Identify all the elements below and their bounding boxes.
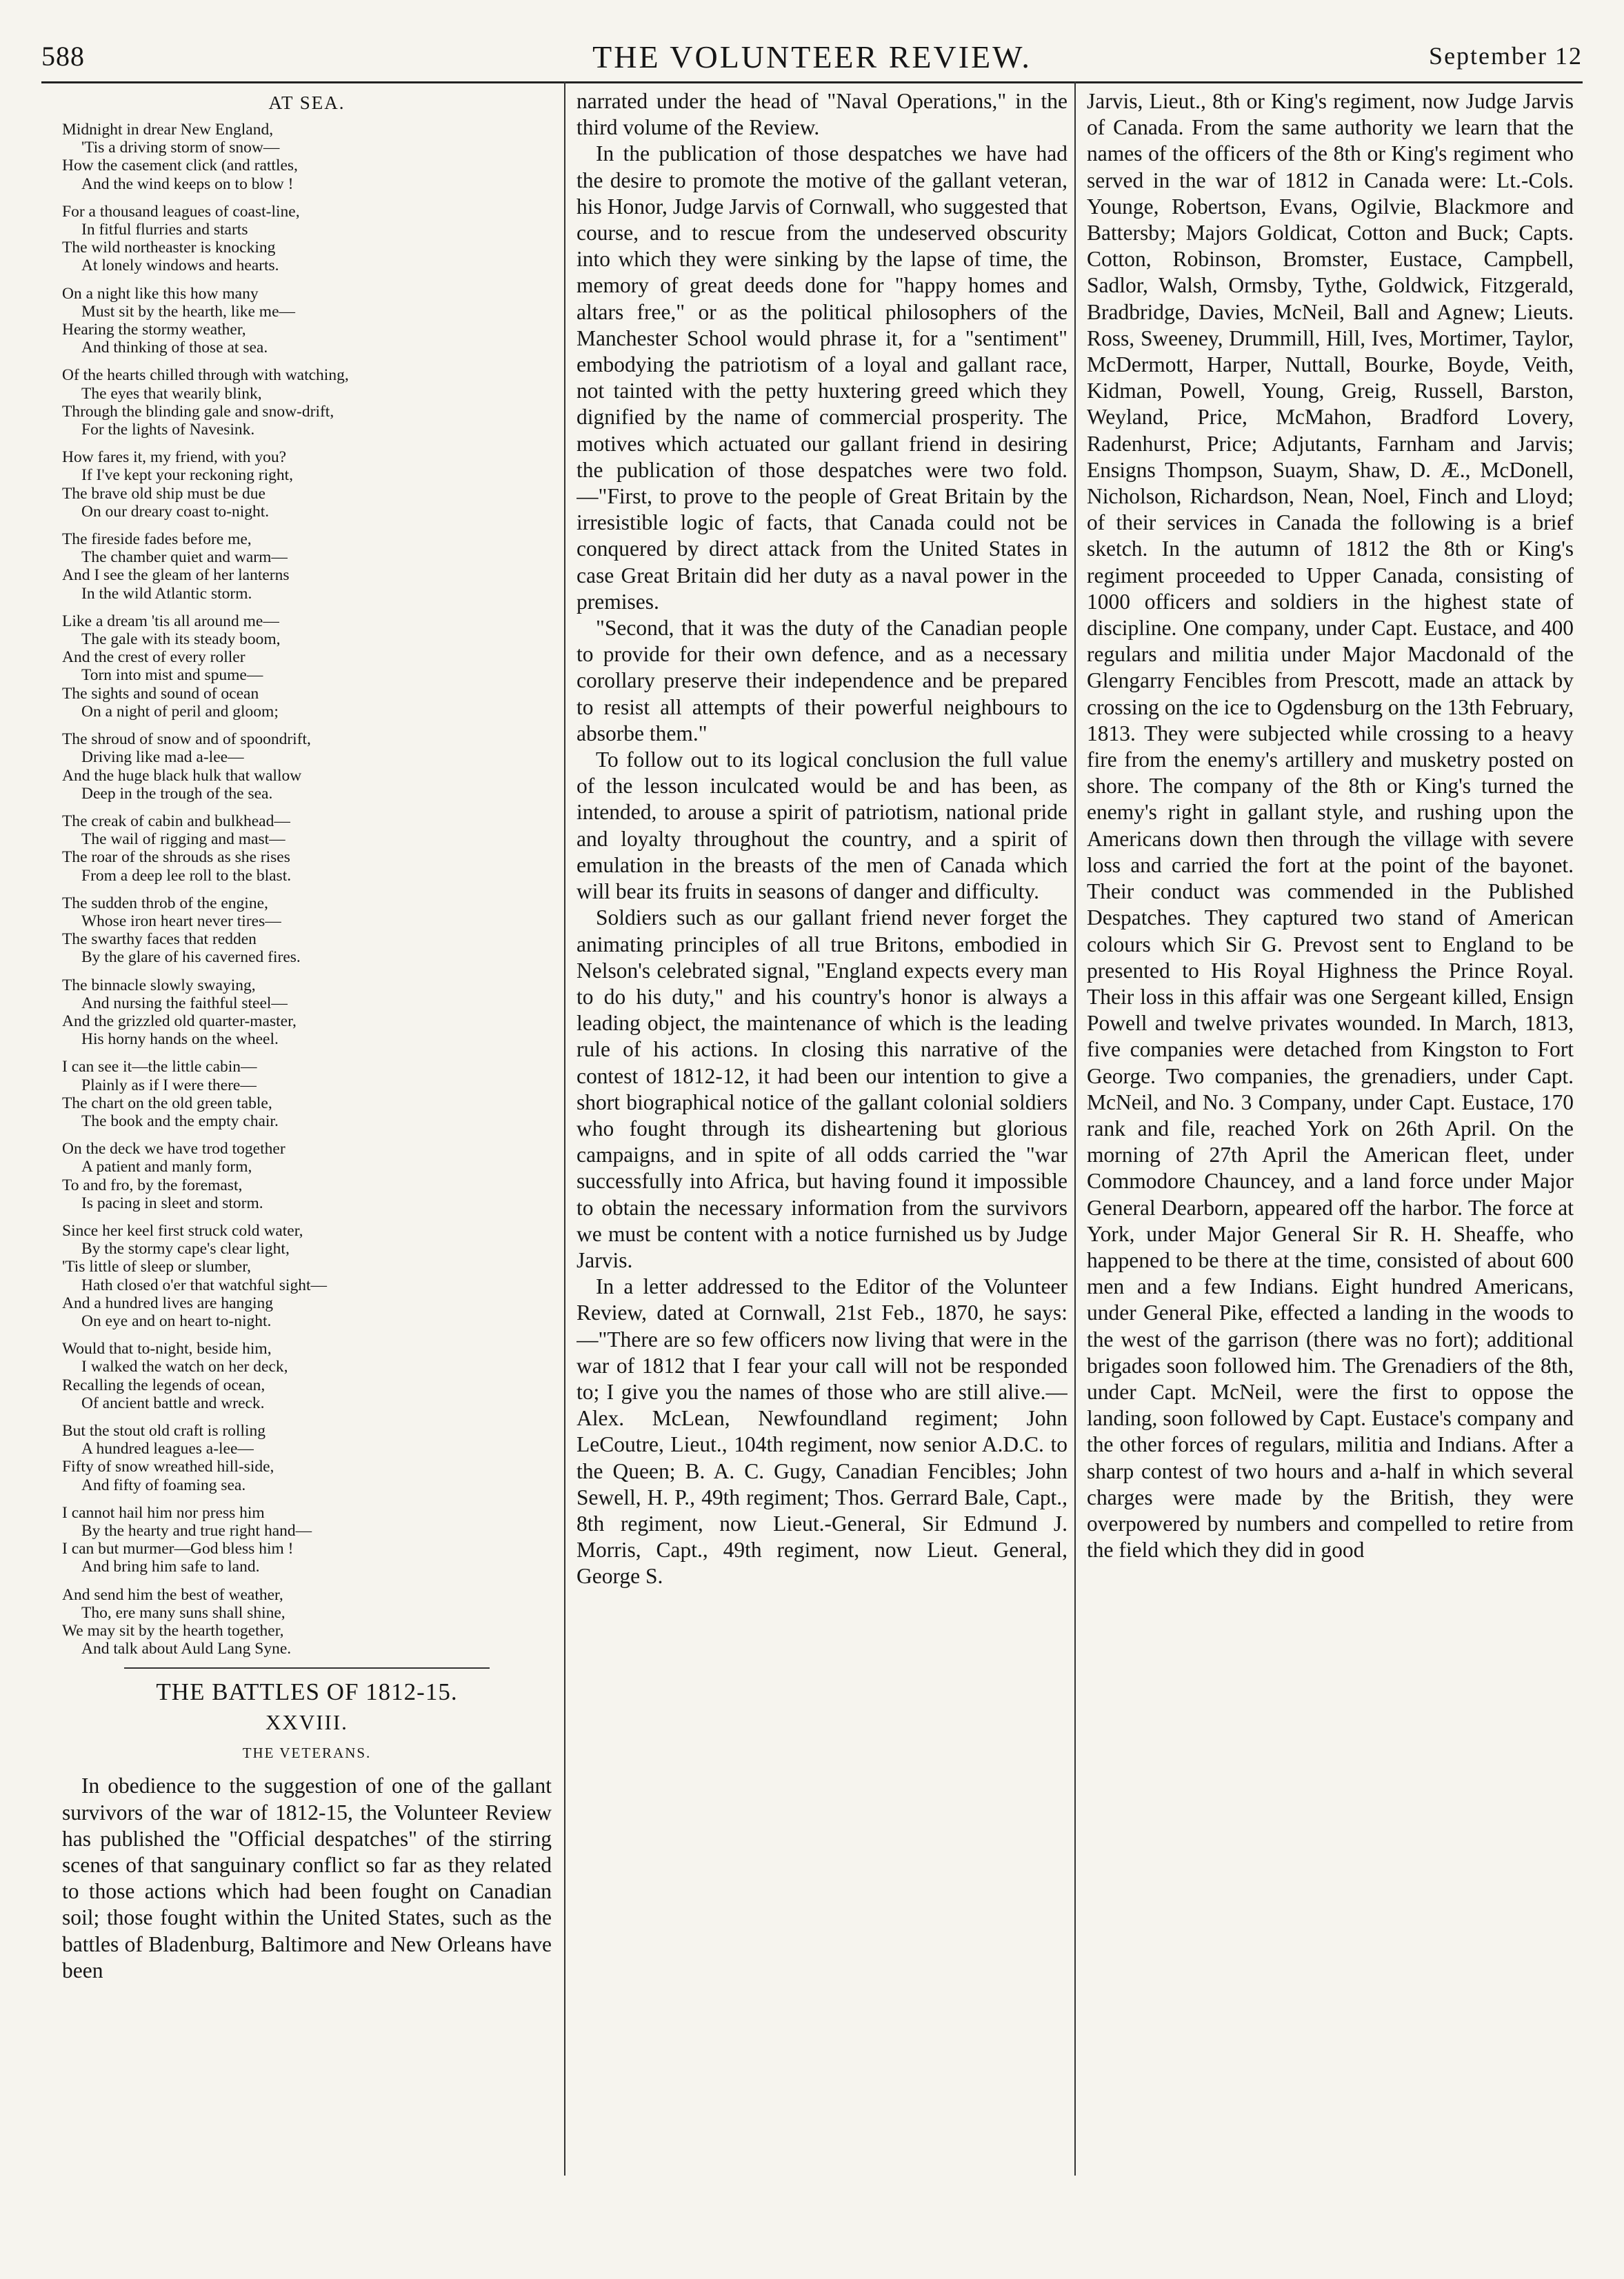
poem-line: 'Tis a driving storm of snow— xyxy=(81,139,280,157)
poem-line: The wild northeaster is knocking xyxy=(62,239,276,257)
poem-stanza xyxy=(62,730,552,803)
poem-line: I cannot hail him nor press him xyxy=(62,1503,265,1522)
poem-line: A patient and manly form, xyxy=(81,1158,252,1176)
article-paragraph: In obedience to the suggestion of one of the gallant survivors of the war of 1812-15, the Volunteer Review has published the "Official despatches" of the stirring scenes of that sanguinary conflict so far as they related to those actions which had been fought on Canadian soil; those fought within the United States, such as the battles of Bladenburg, Baltimore and New Orleans have been xyxy=(62,1774,552,1982)
poem-line: A hundred leagues a-lee— xyxy=(81,1440,254,1458)
poem-line: The book and the empty chair. xyxy=(81,1112,279,1130)
poem-stanza xyxy=(62,1586,552,1658)
poem-line: I walked the watch on her deck, xyxy=(81,1358,288,1376)
poem-body xyxy=(62,121,552,1658)
poem-line: Hath closed o'er that watchful sight— xyxy=(81,1276,327,1294)
poem-line: I can see it—the little cabin— xyxy=(62,1058,257,1076)
page-number: 588 xyxy=(41,41,85,72)
poem-line: Like a dream 'tis all around me— xyxy=(62,612,279,630)
poem-stanza xyxy=(62,1140,552,1212)
poem-line: For the lights of Navesink. xyxy=(81,421,255,439)
poem-stanza xyxy=(62,976,552,1049)
poem-line: And bring him safe to land. xyxy=(81,1558,260,1576)
poem-line: By the stormy cape's clear light, xyxy=(81,1240,290,1258)
poem-line: For a thousand leagues of coast-line, xyxy=(62,202,300,221)
poem-line: If I've kept your reckoning right, xyxy=(81,466,294,485)
poem-line: Of ancient battle and wreck. xyxy=(81,1394,265,1412)
article-paragraph: narrated under the head of "Naval Operations," in the third volume of the Review. xyxy=(577,89,1067,140)
poem-line: 'Tis little of sleep or slumber, xyxy=(62,1258,251,1276)
poem-line: The sudden throb of the engine, xyxy=(62,894,268,912)
poem-stanza xyxy=(62,366,552,439)
poem-line: Recalling the legends of ocean, xyxy=(62,1376,265,1394)
article-paragraph: Soldiers such as our gallant friend never forget the animating principles of all true Britons, embodied in Nelson's celebrated signal, "England expects every man to do his duty," and his country's honor is always a leading object, the maintenance of which is the leading rule of his actions. In closing this narrative of the contest of 1812-12, it had been our intention to give a short biographical notice of the gallant colonial soldiers who fought through its disheartening but glorious campaigns, and in spite of all odds carried the "war successfully into Africa, but having found it impossible to obtain the necessary information from the survivors we must be content with a notice furnished us by Judge Jarvis. xyxy=(577,905,1067,1272)
poem-line: The brave old ship must be due xyxy=(62,484,265,503)
poem-line: On eye and on heart to-night. xyxy=(81,1312,272,1330)
poem-line: The chart on the old green table, xyxy=(62,1094,272,1112)
poem-stanza xyxy=(62,1422,552,1494)
poem-stanza xyxy=(62,285,552,357)
poem-line: To and fro, by the foremast, xyxy=(62,1176,243,1194)
poem-stanza xyxy=(62,203,552,275)
poem-line: Would that to-night, beside him, xyxy=(62,1340,272,1358)
poem-line: Tho, ere many suns shall shine, xyxy=(81,1603,285,1622)
poem-line: We may sit by the hearth together, xyxy=(62,1622,284,1640)
poem-stanza xyxy=(62,1222,552,1330)
poem-stanza xyxy=(62,1058,552,1130)
poem-line: The shroud of snow and of spoondrift, xyxy=(62,730,311,749)
poem-line: The eyes that wearily blink, xyxy=(81,384,262,403)
article-paragraph: In a letter addressed to the Editor of the Volunteer Review, dated at Cornwall, 21st Feb., 1870, he says:—"There are so few officers now living that were in the war of 1812 that I fear your call will not be responded to; I give you the names of those who are still alive.—Alex. McLean, Newfoundland regiment; John LeCoutre, Lieut., 104th regiment, now senior A.D.C. to the Queen; B. A. C. Gugy, Canadian Fencibles; John Sewell, H. P., 49th regiment; Thos. Gerrard Bale, Capt., 8th regiment, now Lieut.-General, Sir Edmund J. Morris, Capt., 49th regiment, now Lieut. General, George S. xyxy=(577,1274,1067,1589)
section-rule xyxy=(124,1667,490,1669)
poem-line: Plainly as if I were there— xyxy=(81,1076,257,1094)
article-subtitle: THE VETERANS. xyxy=(242,1745,372,1762)
header-rule xyxy=(41,81,1583,83)
poem-line: How the casement click (and rattles, xyxy=(62,157,298,175)
article-paragraph: "Second, that it was the duty of the Canadian people to provide for their own defence, and as a necessary corollary preserve their independence and be prepared to resist all attempts of their powerful neighbours to absorbe them." xyxy=(577,616,1067,745)
poem-line: His horny hands on the wheel. xyxy=(81,1030,279,1049)
poem-line: By the hearty and true right hand— xyxy=(81,1522,312,1540)
poem-line: And the grizzled old quarter-master, xyxy=(62,1012,297,1030)
poem-line: Must sit by the hearth, like me— xyxy=(81,302,296,321)
poem-stanza xyxy=(62,812,552,885)
poem-line: Driving like mad a-lee— xyxy=(81,748,244,767)
column-2 xyxy=(577,88,1067,2176)
poem-stanza xyxy=(62,121,552,193)
article-title: THE BATTLES OF 1812-15. xyxy=(156,1678,458,1706)
poem-line: And nursing the faithful steel— xyxy=(81,994,288,1012)
column-1 xyxy=(62,88,552,2176)
poem-line: Through the blinding gale and snow-drift, xyxy=(62,402,334,421)
poem-line: Since her keel first struck cold water, xyxy=(62,1221,303,1240)
poem-line: The roar of the shrouds as she rises xyxy=(62,848,290,867)
article-paragraph: To follow out to its logical conclusion the full value of the lesson inculcated would be and has been, as intended, to arouse a spirit of patriotism, national pride and loyalty throughout the country, and a spirit of emulation in the breasts of the men of Canada which will bear its fruits in seasons of danger and difficulty. xyxy=(577,747,1067,904)
poem-line: In fitful flurries and starts xyxy=(81,221,248,239)
masthead-title: THE VOLUNTEER REVIEW. xyxy=(592,39,1032,74)
poem-line: How fares it, my friend, with you? xyxy=(62,448,287,467)
poem-line: And the crest of every roller xyxy=(62,648,245,667)
poem-line: The swarthy faces that redden xyxy=(62,930,257,949)
poem-line: The chamber quiet and warm— xyxy=(81,548,288,567)
issue-date: September 12 xyxy=(1429,42,1583,70)
poem-line: And talk about Auld Lang Syne. xyxy=(81,1640,292,1658)
poem-line: And the wind keeps on to blow ! xyxy=(81,174,294,193)
poem-line: The creak of cabin and bulkhead— xyxy=(62,812,290,830)
poem-line: I can but murmer—God bless him ! xyxy=(62,1540,294,1558)
poem-stanza xyxy=(62,1340,552,1412)
page-header xyxy=(41,40,1583,81)
poem-line: On our dreary coast to-night. xyxy=(81,502,270,521)
poem-line: On a night of peril and gloom; xyxy=(81,702,279,721)
poem-line: On the deck we have trod together xyxy=(62,1140,285,1158)
poem-stanza xyxy=(62,530,552,603)
poem-line: And send him the best of weather, xyxy=(62,1585,283,1604)
column-3 xyxy=(1087,88,1574,2176)
poem-stanza xyxy=(62,1504,552,1576)
poem-line: And I see the gleam of her lanterns xyxy=(62,566,290,585)
poem-line: The binnacle slowly swaying, xyxy=(62,976,256,994)
poem-line: The fireside fades before me, xyxy=(62,530,252,549)
poem-line: Whose iron heart never tires— xyxy=(81,912,281,930)
poem-line: And a hundred lives are hanging xyxy=(62,1294,274,1312)
poem-line: Hearing the stormy weather, xyxy=(62,321,246,339)
poem-stanza xyxy=(62,612,552,721)
poem-line: By the glare of his caverned fires. xyxy=(81,948,301,967)
poem-stanza xyxy=(62,448,552,521)
poem-line: Is pacing in sleet and storm. xyxy=(81,1194,263,1212)
article-paragraph: Jarvis, Lieut., 8th or King's regiment, now Judge Jarvis of Canada. From the same authority we learn that the names of the officers of the 8th or King's regiment who served in the war of 1812 in Canada were: Lt.-Cols. Younge, Robertson, Evans, Ogilvie, Blackmore and Battersby; Majors Goldicat, Cotton and Buck; Capts. Cotton, Robinson, Bromster, Eustace, Campbell, Sadlor, Walsh, Ormsby, Tythe, Goldwick, Fitzgerald, Bradbridge, Davies, McNeil, Ball and Agnew; Lieuts. Ross, Sweeney, Drummill, Hill, Ives, Mortimer, Taylor, McDermott, Harper, Nuttall, Bourke, Boyde, Veith, Kidman, Powell, Young, Greig, Russell, Barston, Weyland, Price, McMahon, Bradford Lovery, Radenhurst, Price; Adjutants, Farnham and Jarvis; Ensigns Thompson, Suaym, Shaw, D. Æ., McDonell, Nicholson, Richardson, Nean, Noel, Finch and Lloyd; of their services in Canada the following is a brief sketch. In the autumn of 1812 the 8th or King's regiment proceeded to Upper Canada, consisting of 1000 officers and soldiers in the highest state of discipline. One company, under Capt. Eustace, and 400 regulars and militia under Major Macdonald of the Glengarry Fencibles from Prescott, made an attack by crossing on the ice to Ogdensburg on the 13th February, 1813. They were subjected while crossing to a heavy fire from the enemy's artillery and musketry posted on shore. The company of the 8th or King's turned the enemy's right in gallant style, and rushing upon the Americans down then through the village with severe loss and carried the fort at the point of the bayonet. Their conduct was commended in the Published Despatches. They captured two stand of American colours which Sir G. Prevost sent to England to be presented to His Royal Highness the Prince Royal. Their loss in this affair was one Sergeant killed, Ensign Powell and twelve privates wounded. In March, 1813, five companies were detached from Kingston to Fort George. Two companies, the grenadiers, under Capt. McNeil, and No. 3 Company, under Capt. Eustace, 170 rank and file, reached York on 26th April. On the morning of 27th April the American fleet, under Commodore Chauncey, and a land force under Major General Dearborn, appeared off the harbor. The force at York, under Major General Sir R. H. Sheaffe, who happened to be there at the time, consisted of about 600 men and a few Indians. Eight hundred Americans, under General Pike, effected a landing in the woods to the west of the garrison (there was no fort); additional brigades soon followed him. The Grenadiers of the 8th, under Capt. McNeil, were the first to oppose the landing, soon followed by Capt. Eustace's company and the other forces of regulars, militia and Indians. After a sharp contest of two hours and a-half in which several charges were made by the British, they were overpowered by numbers and compelled to retire from the field which they did in good xyxy=(1087,89,1574,1563)
poem-line: Deep in the trough of the sea. xyxy=(81,784,273,803)
poem-line: And thinking of those at sea. xyxy=(81,339,268,357)
poem-line: In the wild Atlantic storm. xyxy=(81,584,252,603)
poem-line: And fifty of foaming sea. xyxy=(81,1476,246,1494)
poem-line: The gale with its steady boom, xyxy=(81,630,281,649)
poem-stanza xyxy=(62,894,552,967)
article-number: XXVIII. xyxy=(265,1710,348,1735)
poem-title: AT SEA. xyxy=(268,92,345,113)
poem-line: Fifty of snow wreathed hill-side, xyxy=(62,1458,274,1476)
poem-line: The sights and sound of ocean xyxy=(62,684,259,703)
poem-line: At lonely windows and hearts. xyxy=(81,257,279,275)
poem-line: The wail of rigging and mast— xyxy=(81,830,285,849)
poem-line: On a night like this how many xyxy=(62,284,259,303)
poem-line: But the stout old craft is rolling xyxy=(62,1422,266,1440)
poem-line: From a deep lee roll to the blast. xyxy=(81,866,292,885)
poem-line: Torn into mist and spume— xyxy=(81,666,263,685)
poem-line: Midnight in drear New England, xyxy=(62,121,274,139)
poem-line: And the huge black hulk that wallow xyxy=(62,766,302,785)
column-divider xyxy=(1074,81,1076,2176)
column-divider xyxy=(564,81,565,2176)
poem-line: Of the hearts chilled through with watching, xyxy=(62,366,349,385)
article-paragraph: In the publication of those despatches we have had the desire to promote the motive of the gallant veteran, his Honor, Judge Jarvis of Cornwall, who suggested that course, and to rescue from the undeserved obscurity into which they were sinking by the lapse of time, the memory of great deeds done for "happy homes and altars free," or as the political philosophers of the Manchester School would phrase it, for a "sentiment" embodying the patriotism of a loyal and gallant race, not tainted with the petty huxtering greed which they dignified by the name of commercial prosperity. The motives which actuated our gallant friend in desiring the publication of those despatches were two fold.—"First, to prove to the people of Great Britain by the irresistible logic of facts, that Canada could not be conquered by direct attack from the United States in case Great Britain did her duty as a naval power in the premises. xyxy=(577,141,1067,614)
